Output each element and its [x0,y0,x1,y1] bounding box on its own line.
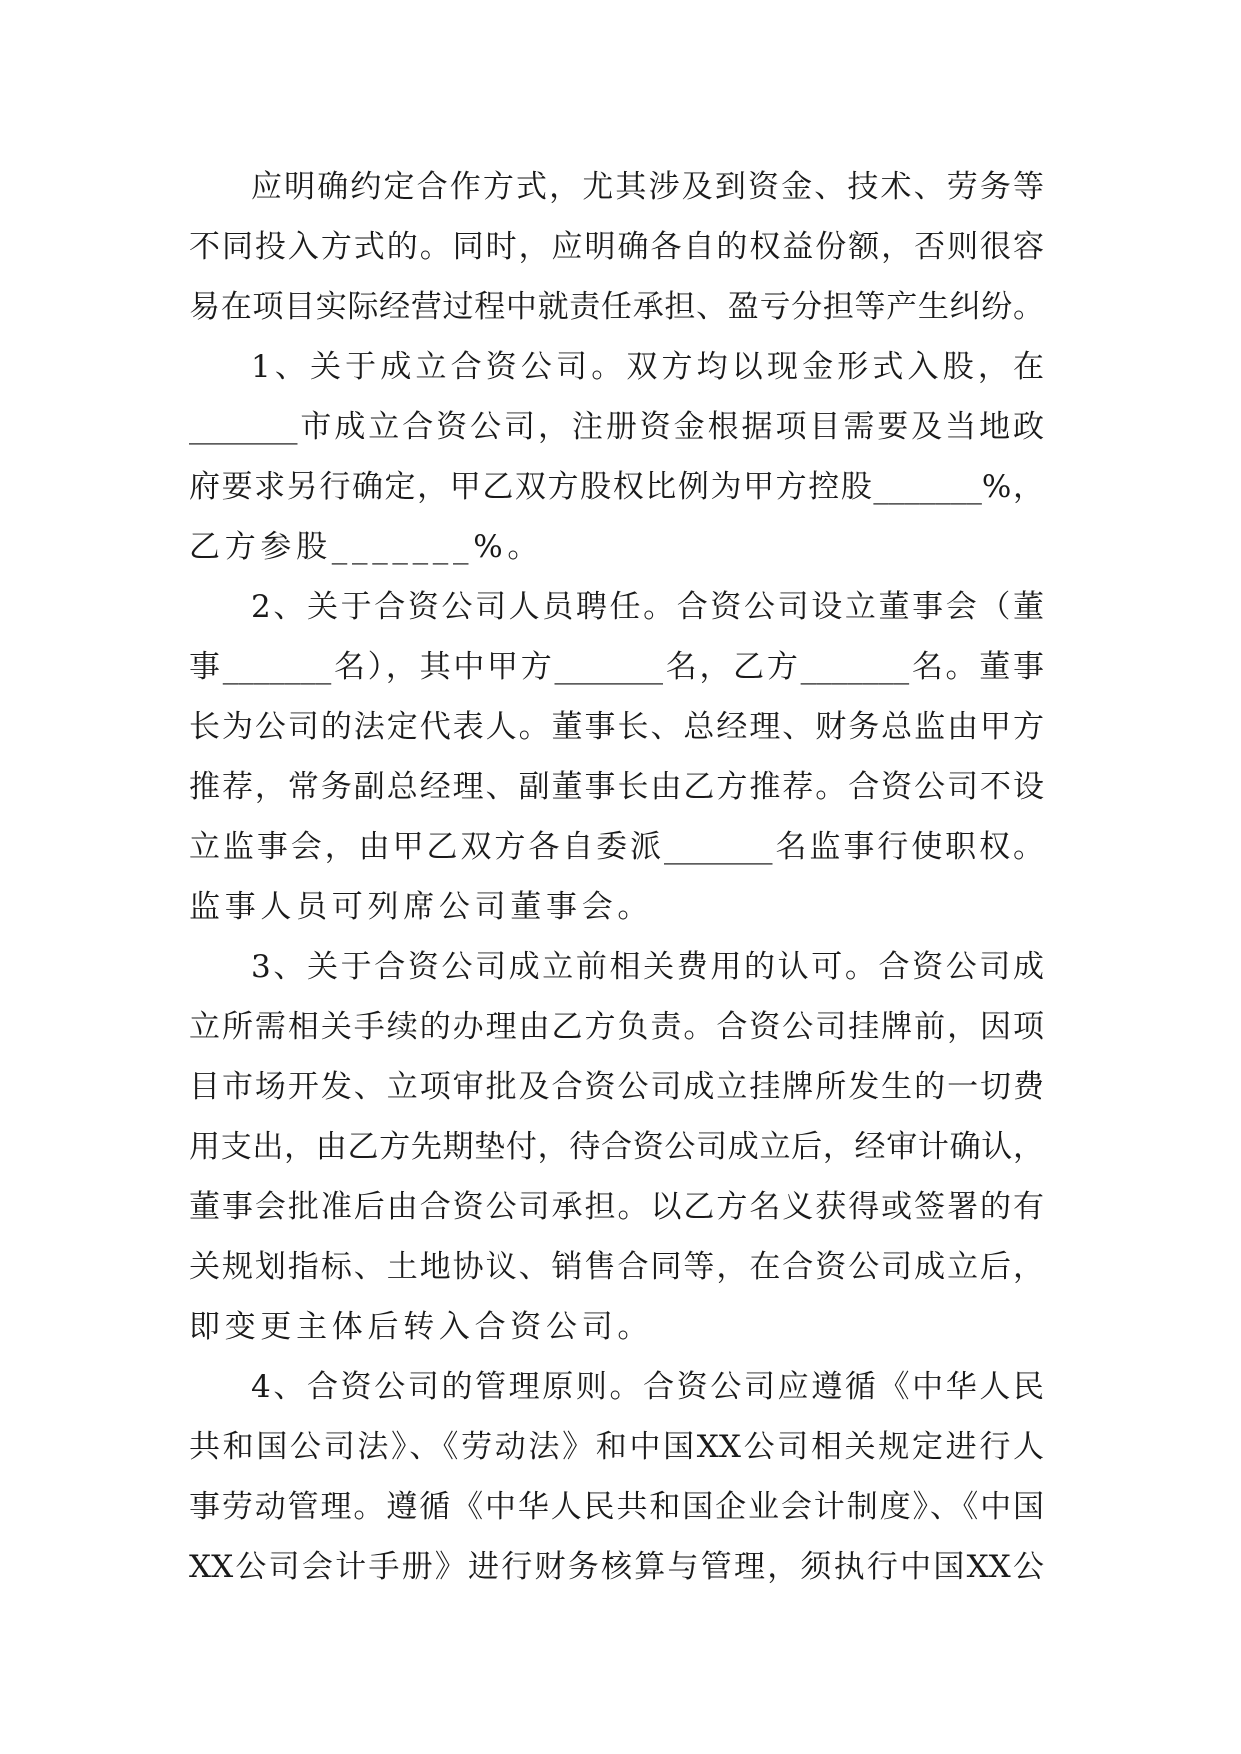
paragraph-3-line-4: 推荐，常务副总经理、副董事长由乙方推荐。合资公司不设 [189,769,1044,805]
paragraph-5-line-1: 4、合资公司的管理原则。合资公司应遵循《中华人民 [251,1369,1044,1405]
paragraph-4-line-3: 目市场开发、立项审批及合资公司成立挂牌所发生的一切费 [189,1069,1044,1105]
paragraph-3-line-3: 长为公司的法定代表人。董事长、总经理、财务总监由甲方 [189,709,1044,745]
paragraph-4-line-4: 用支出，由乙方先期垫付，待合资公司成立后，经审计确认， [189,1129,1044,1165]
paragraph-1-line-1: 应明确约定合作方式，尤其涉及到资金、技术、劳务等 [251,169,1044,205]
paragraph-3-line-5: 立监事会，由甲乙双方各自委派_______名监事行使职权。 [189,829,1044,865]
paragraph-1-line-3: 易在项目实际经营过程中就责任承担、盈亏分担等产生纠纷。 [189,289,1044,325]
paragraph-3-line-2: 事_______名），其中甲方_______名，乙方_______名。董事 [189,649,1044,685]
paragraph-4-line-7: 即变更主体后转入合资公司。 [189,1309,654,1345]
paragraph-4-line-5: 董事会批准后由合资公司承担。以乙方名义获得或签署的有 [189,1189,1044,1225]
paragraph-2-line-4: 乙方参股_______%。 [189,529,544,565]
paragraph-2-line-1: 1、关于成立合资公司。双方均以现金形式入股，在 [251,349,1044,385]
paragraph-1-line-2: 不同投入方式的。同时，应明确各自的权益份额，否则很容 [189,229,1044,265]
paragraph-4-line-1: 3、关于合资公司成立前相关费用的认可。合资公司成 [251,949,1044,985]
paragraph-5-line-2: 共和国公司法》、《劳动法》和中国XX公司相关规定进行人 [189,1429,1044,1465]
document-body [189,157,1044,1597]
paragraph-5-line-4: XX公司会计手册》进行财务核算与管理，须执行中国XX公 [189,1549,1044,1585]
paragraph-4-line-2: 立所需相关手续的办理由乙方负责。合资公司挂牌前，因项 [189,1009,1044,1045]
paragraph-3-line-6: 监事人员可列席公司董事会。 [189,889,654,925]
paragraph-5-line-3: 事劳动管理。遵循《中华人民共和国企业会计制度》、《中国 [189,1489,1044,1525]
paragraph-4-line-6: 关规划指标、土地协议、销售合同等，在合资公司成立后， [189,1249,1044,1285]
paragraph-2-line-2: _______市成立合资公司，注册资金根据项目需要及当地政 [189,409,1044,445]
paragraph-3-line-1: 2、关于合资公司人员聘任。合资公司设立董事会（董 [251,589,1044,625]
paragraph-2-line-3: 府要求另行确定，甲乙双方股权比例为甲方控股_______%， [189,469,1044,505]
